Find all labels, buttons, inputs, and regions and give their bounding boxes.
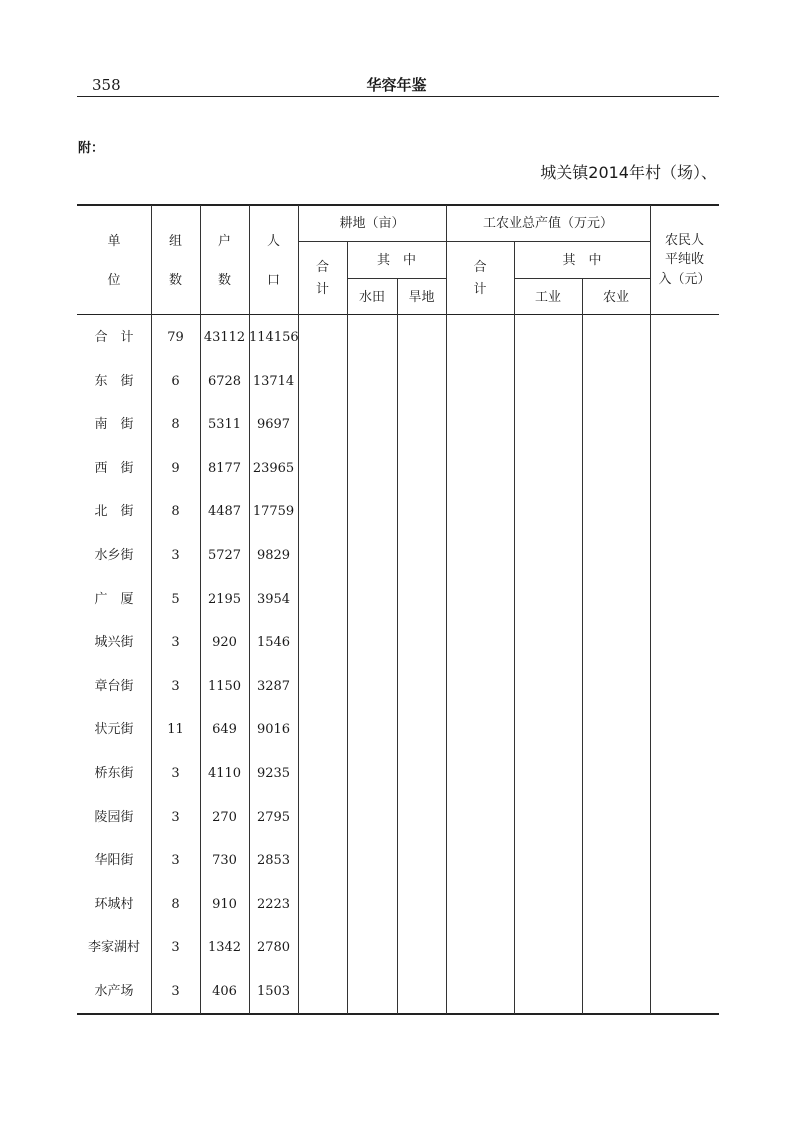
cell-unit: 北 街 (94, 504, 134, 520)
cell-groups: 3 (171, 984, 180, 999)
cell-unit: 水乡街 (94, 548, 134, 563)
column-divider (347, 242, 348, 1014)
cell-groups: 3 (171, 766, 180, 781)
header-divider (347, 278, 446, 279)
header-text: 合 (315, 260, 329, 275)
appendix-label: 附： (78, 141, 105, 156)
header-text: 人 (266, 234, 280, 249)
cell-population: 9235 (256, 766, 291, 781)
header-text: 位 (107, 273, 121, 288)
cell-households: 2195 (207, 591, 242, 607)
cell-households: 406 (212, 984, 237, 999)
cell-groups: 9 (171, 460, 180, 476)
header-rule (77, 96, 719, 97)
column-header-dryland: 旱地 (408, 290, 435, 305)
cell-groups: 79 (167, 330, 184, 345)
column-divider (582, 279, 583, 1014)
cell-population: 9829 (256, 548, 291, 563)
cell-unit: 陵园街 (94, 809, 134, 825)
cell-population: 2780 (256, 940, 291, 956)
cell-unit: 李家湖村 (87, 940, 140, 956)
page-number: 358 (92, 76, 121, 94)
table-bottom-rule (77, 1013, 719, 1015)
column-divider (298, 205, 299, 1014)
header-divider (514, 278, 650, 279)
cell-households: 1342 (207, 940, 242, 956)
cell-groups: 8 (171, 417, 180, 433)
header-text: 计 (473, 282, 487, 297)
header-divider (298, 241, 650, 242)
cell-unit: 状元街 (94, 722, 134, 738)
column-divider (446, 205, 447, 1014)
cell-households: 8177 (207, 460, 242, 476)
cell-population: 3287 (256, 678, 291, 694)
cell-groups: 3 (171, 853, 180, 869)
book-title: 华容年鉴 (366, 76, 427, 94)
cell-households: 6728 (207, 373, 242, 389)
column-header-farmland-among: 其 中 (376, 253, 416, 268)
header-text: 农民人 (664, 233, 704, 248)
cell-population: 3954 (256, 591, 291, 607)
column-divider (397, 279, 398, 1014)
cell-households: 4487 (207, 504, 242, 520)
cell-population: 2853 (256, 853, 291, 869)
column-header-output: 工农业总产值（万元） (482, 216, 613, 231)
cell-households: 1150 (207, 678, 242, 694)
column-header-paddy: 水田 (358, 290, 385, 305)
header-text: 数 (168, 273, 182, 288)
header-text: 单 (107, 234, 121, 249)
column-divider (650, 205, 651, 1014)
column-header-agriculture: 农业 (602, 290, 629, 305)
cell-groups: 3 (171, 678, 180, 694)
cell-unit: 西 街 (94, 460, 134, 476)
cell-groups: 11 (167, 722, 184, 738)
cell-households: 43112 (203, 330, 246, 345)
column-header-output-among: 其 中 (562, 253, 602, 268)
column-header-farmland: 耕地（亩） (339, 216, 405, 231)
cell-population: 17759 (252, 504, 295, 520)
table-title: 城关镇2014年村（场）、 (540, 163, 717, 182)
cell-unit: 南 街 (94, 417, 134, 433)
table-header-rule (77, 314, 719, 315)
cell-population: 2795 (256, 809, 291, 825)
column-divider (514, 242, 515, 1014)
header-text: 组 (168, 234, 182, 249)
cell-unit: 广 厦 (94, 591, 134, 607)
header-text: 合 (473, 260, 487, 275)
cell-unit: 城兴街 (94, 635, 134, 651)
cell-population: 13714 (252, 373, 295, 389)
cell-households: 910 (212, 896, 237, 912)
cell-groups: 8 (171, 504, 180, 520)
header-text: 入（元） (658, 272, 711, 287)
cell-population: 1503 (256, 984, 291, 999)
cell-groups: 3 (171, 548, 180, 563)
cell-groups: 3 (171, 940, 180, 956)
cell-population: 9697 (256, 417, 291, 433)
cell-unit: 华阳街 (94, 853, 134, 869)
cell-households: 649 (212, 722, 237, 738)
column-header-industry: 工业 (534, 290, 561, 305)
cell-households: 4110 (207, 766, 242, 781)
cell-population: 9016 (256, 722, 291, 738)
header-text: 口 (266, 273, 280, 288)
cell-households: 730 (212, 853, 237, 869)
header-text: 户 (217, 234, 231, 249)
cell-households: 5727 (207, 548, 242, 563)
cell-households: 270 (212, 809, 237, 825)
cell-population: 23965 (252, 460, 295, 476)
cell-population: 2223 (256, 896, 291, 912)
cell-unit: 水产场 (94, 984, 134, 999)
cell-groups: 8 (171, 896, 180, 912)
cell-population: 1546 (256, 635, 291, 651)
cell-population: 114156 (249, 330, 299, 345)
cell-groups: 3 (171, 635, 180, 651)
cell-unit: 环城村 (94, 896, 134, 912)
cell-groups: 6 (171, 373, 180, 389)
cell-unit: 东 街 (94, 373, 134, 389)
header-text: 平纯收 (664, 252, 704, 267)
cell-unit: 桥东街 (94, 766, 134, 781)
header-text: 计 (315, 282, 329, 297)
header-text: 数 (217, 273, 231, 288)
cell-groups: 5 (171, 591, 180, 607)
cell-unit: 合 计 (94, 330, 134, 345)
cell-groups: 3 (171, 809, 180, 825)
table-top-rule (77, 204, 719, 206)
cell-households: 5311 (207, 417, 242, 433)
cell-households: 920 (212, 635, 237, 651)
cell-unit: 章台街 (94, 678, 134, 694)
